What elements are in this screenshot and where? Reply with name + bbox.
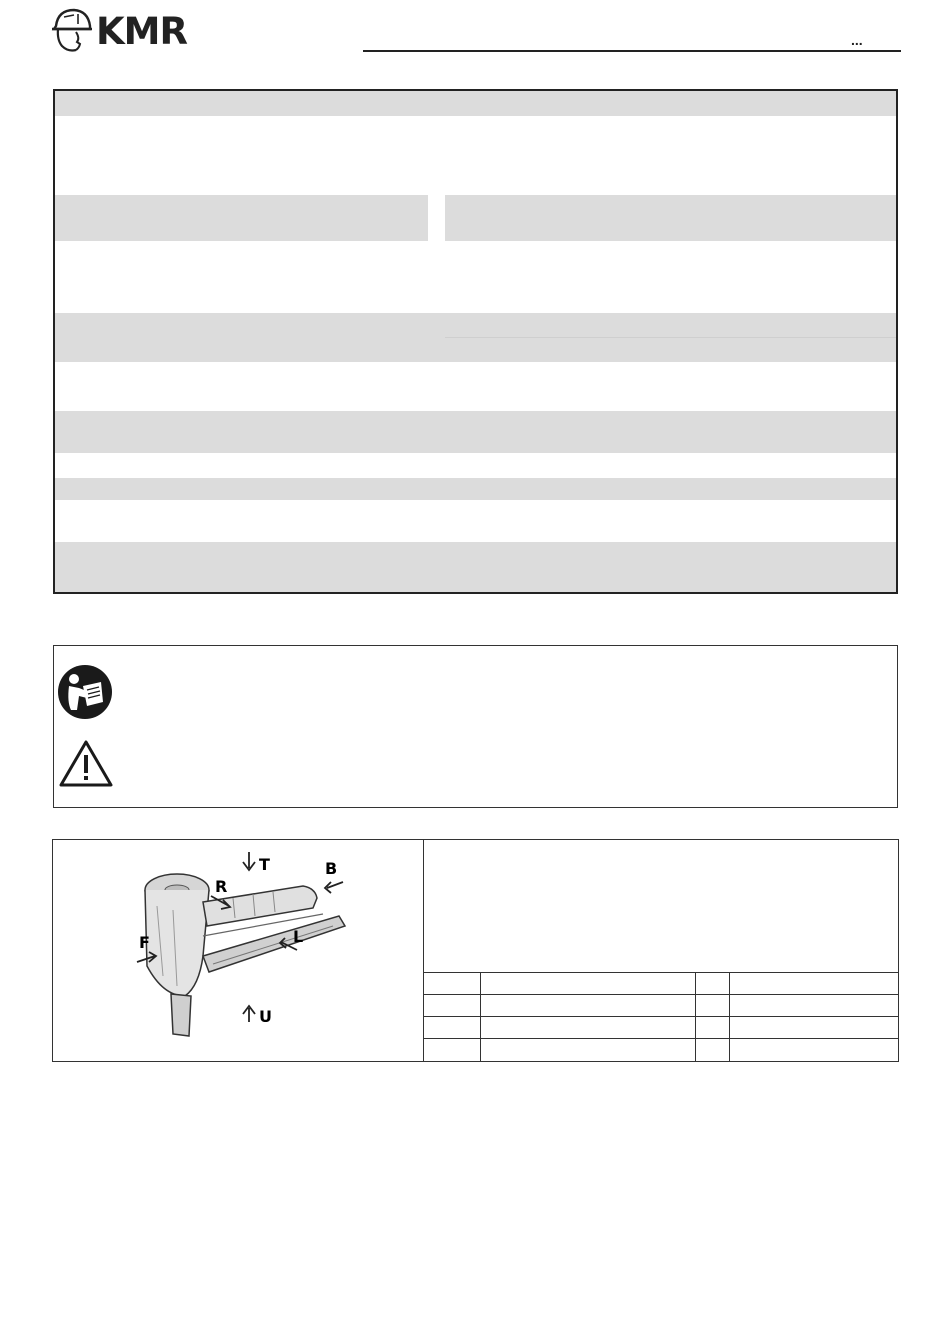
label-b: B	[325, 859, 338, 878]
legend-cell	[480, 1039, 695, 1061]
legend-cell	[729, 1039, 898, 1061]
table-section-row	[55, 542, 896, 594]
table-row	[424, 1017, 898, 1039]
warning-triangle-icon	[58, 739, 114, 789]
label-t: T	[259, 855, 270, 874]
legend-cell	[729, 995, 898, 1017]
legend-cell	[424, 973, 480, 995]
table-cell-divider	[445, 337, 898, 338]
legend-cell	[424, 1039, 480, 1061]
table-row	[424, 973, 898, 995]
table-section-row	[55, 195, 896, 241]
legend-cell	[695, 973, 729, 995]
table-header-row	[55, 91, 896, 116]
legend-cell	[480, 995, 695, 1017]
table-row	[424, 1039, 898, 1061]
label-l: L	[293, 927, 304, 946]
tool-orientation-box	[52, 839, 899, 1062]
legend-cell	[695, 1039, 729, 1061]
legend-cell	[695, 1017, 729, 1039]
legend-cell	[480, 1017, 695, 1039]
kmr-logo	[50, 6, 210, 56]
table-column-gap	[428, 195, 445, 241]
table-section-row	[55, 411, 896, 453]
label-r: R	[215, 877, 228, 896]
read-manual-icon	[57, 664, 113, 720]
page-marker: ...	[851, 32, 863, 48]
legend-cell	[729, 973, 898, 995]
legend-cell	[424, 995, 480, 1017]
worker-helmet-icon	[50, 6, 94, 56]
legend-cell	[729, 1017, 898, 1039]
header-rule	[363, 50, 901, 52]
legend-cell	[480, 973, 695, 995]
label-u: U	[259, 1007, 272, 1026]
logo-wordmark: KMR	[96, 10, 187, 53]
safety-notice-box	[53, 645, 898, 808]
table-row	[424, 995, 898, 1017]
orientation-legend-table	[424, 972, 898, 1061]
specification-table	[53, 89, 898, 594]
legend-cell	[695, 995, 729, 1017]
table-section-row	[55, 478, 896, 500]
label-f: F	[139, 933, 150, 952]
legend-cell	[424, 1017, 480, 1039]
stapler-tool-diagram	[133, 846, 363, 1051]
